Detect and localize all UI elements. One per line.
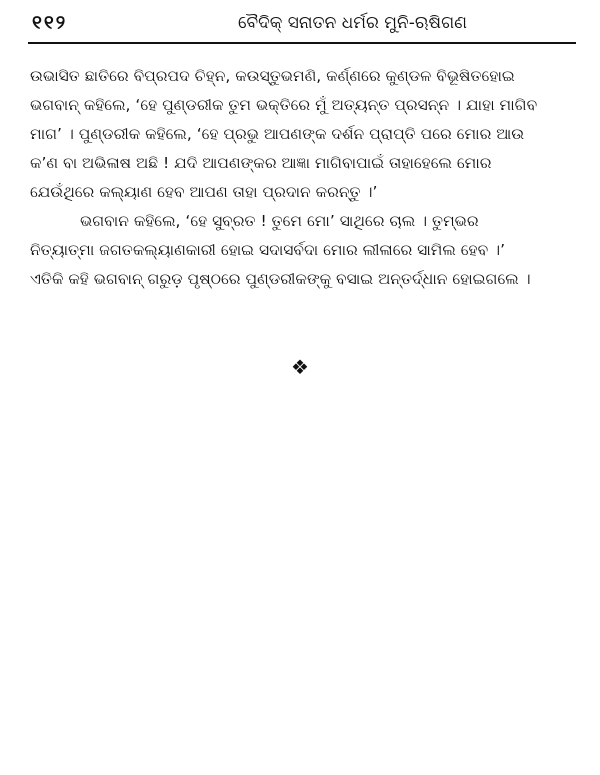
- text-line-paragraph-start: ଭଗବାନ କହିଲେ, ‘ହେ ସୁବ୍ରତ ! ତୁମେ ମୋ’ ସାଥିରେ ଚାଲ । ତୁମ୍ଭର: [80, 212, 479, 230]
- header-divider: [28, 42, 576, 44]
- text-line: ଯେଉଁଥିରେ କଲ୍ୟାଣ ହେବ ଆପଣ ତାହା ପ୍ରଦାନ କରନ୍ତୁ ।’: [30, 183, 378, 201]
- text-line: କ’ଣ ବା ଅଭିଳାଷ ଅଛି ! ଯଦି ଆପଣଙ୍କର ଆଜ୍ଞା ମାଗିବାପାଇଁ ତାହାହେଲେ ମୋର: [30, 154, 492, 172]
- text-line: ଏତିକି କହି ଭଗବାନ୍ ଗରୁଡ଼ ପୃଷ୍ଠରେ ପୁଣ୍ଡରୀକଙ୍କୁ ବସାଇ ଅନ୍ତର୍ଦ୍ଧାନ ହୋଇଗଲେ ।: [30, 270, 531, 288]
- text-line: ମାଗ’ । ପୁଣ୍ଡରୀକ କହିଲେ, ‘ହେ ପ୍ରଭୁ ଆପଣଙ୍କ ଦର୍ଶନ ପ୍ରାପ୍ତି ପରେ ମୋର ଆଉ: [30, 125, 525, 143]
- page-header: [28, 10, 576, 36]
- text-line: ଉଭାସିତ ଛାତିରେ ବିପ୍ରପଦ ଚିହ୍ନ, କଉସ୍ତୁଭମଣି, କର୍ଣ୍ଣରେ କୁଣ୍ଡଳ ବିଭୂଷିତହୋଇ: [30, 67, 515, 85]
- text-line: ନିତ୍ୟାତ୍ମା ଜଗତକଲ୍ୟାଣକାରୀ ହୋଇ ସଦାସର୍ବଦା ମୋର ଲୀଳାରେ ସାମିଲ ହେବ ।’: [30, 241, 505, 259]
- section-end-ornament-icon: ❖: [291, 355, 309, 379]
- running-title: ବୈଦିକ୍ ସନାତନ ଧର୍ମର ମୁନି-ଋଷିଗଣ: [238, 13, 468, 33]
- page-number: ୧୧୨: [32, 12, 68, 34]
- text-line: ଭଗବାନ୍ କହିଲେ, ‘ହେ ପୁଣ୍ଡରୀକ ତୁମ ଭକ୍ତିରେ ମୁଁ ଅତ୍ୟନ୍ତ ପ୍ରସନ୍ନ । ଯାହା ମାଗିବ: [30, 96, 538, 114]
- body-text: [30, 62, 582, 294]
